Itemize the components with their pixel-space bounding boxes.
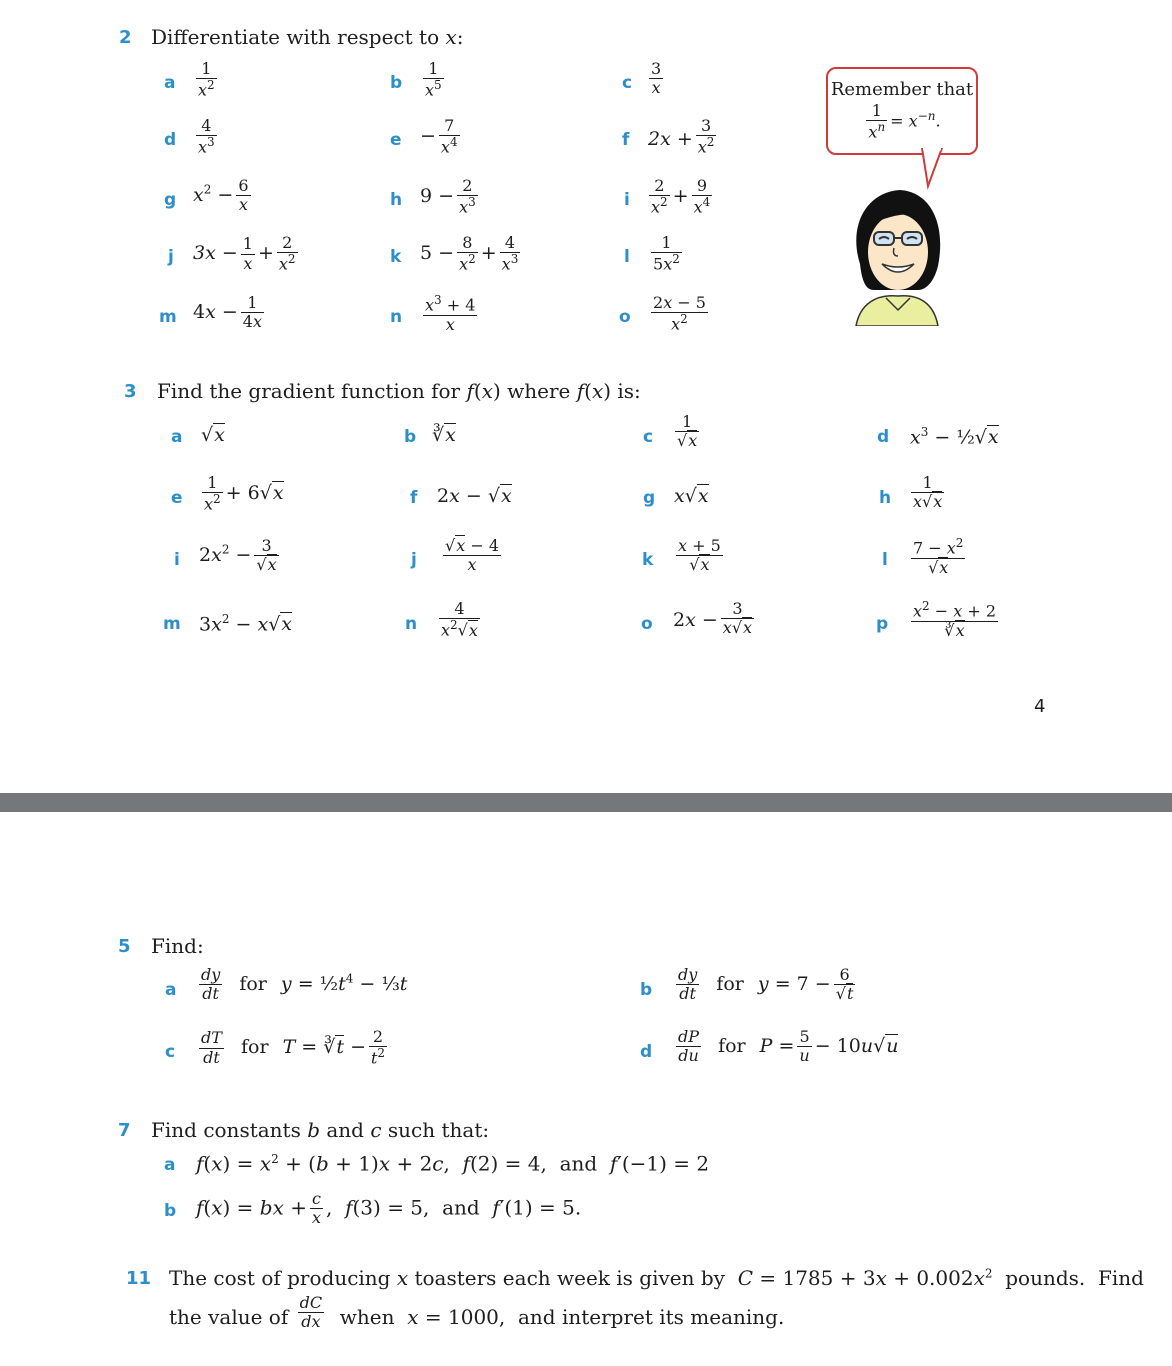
question-text: The cost of producing x toasters each week is given by $C = 1785 + 3x + 0.002x^2$ pounds. Find bbox=[169, 1266, 1144, 1290]
item-label: g bbox=[643, 488, 656, 508]
page-divider bbox=[0, 793, 1172, 812]
math-expression: $\frac{dT}{dt}$ for T = ∛t − $\frac{2}{t^2}$ bbox=[201, 1027, 386, 1068]
item-label: n bbox=[390, 307, 403, 327]
item-label: o bbox=[641, 614, 653, 634]
item-label: n bbox=[405, 614, 418, 634]
math-expression: f(x) = bx + $\frac{c}{x}$ , f(3) = 5, and f′(1) = 5. bbox=[196, 1189, 582, 1228]
math-expression: $\frac{4}{x^2√x}$ bbox=[441, 599, 478, 640]
tip-bubble bbox=[826, 67, 978, 155]
item-label: o bbox=[619, 307, 631, 327]
item-label: a bbox=[164, 1155, 176, 1175]
item-label: f bbox=[410, 488, 418, 508]
item-label: d bbox=[877, 427, 890, 447]
item-label: d bbox=[640, 1042, 653, 1062]
math-expression: $\frac{1}{x√x}$ bbox=[913, 473, 943, 512]
item-label: d bbox=[164, 130, 177, 150]
math-expression: x√x bbox=[674, 485, 709, 507]
tip-formula: $\frac{1}{x^n}$ = $x^{-n}$. bbox=[868, 101, 941, 142]
math-expression: $\frac{dP}{du}$ for P = $\frac{5}{u}$ − 10u√u bbox=[678, 1027, 899, 1066]
question-number: 2 bbox=[119, 27, 132, 48]
item-label: k bbox=[390, 247, 402, 267]
question-prompt: Find constants b and c such that: bbox=[151, 1118, 490, 1142]
item-label: c bbox=[643, 427, 654, 447]
bubble-tail bbox=[920, 148, 950, 190]
item-label: h bbox=[879, 488, 892, 508]
math-expression: 2x + $\frac{3}{x^2}$ bbox=[648, 116, 715, 157]
page-number: 4 bbox=[1034, 696, 1046, 717]
question-prompt: Find: bbox=[151, 934, 204, 958]
math-expression: $x^2$ − $\frac{6}{x}$ bbox=[193, 176, 249, 215]
item-label: b bbox=[164, 1201, 177, 1221]
item-label: m bbox=[163, 614, 181, 634]
math-expression: − $\frac{7}{x^4}$ bbox=[420, 116, 458, 157]
item-label: k bbox=[642, 550, 654, 570]
math-expression: $\frac{1}{5x^2}$ bbox=[653, 233, 680, 274]
math-expression: $\frac{dy}{dt}$ for $y = \frac{1}{2}t^4$ − ⅓t bbox=[201, 965, 408, 1004]
math-expression: $f(x) = x^2 + (b + 1)x + 2c$, f(2) = 4, and f′(−1) = 2 bbox=[196, 1151, 710, 1176]
item-label: a bbox=[165, 980, 177, 1000]
item-label: j bbox=[411, 550, 417, 570]
item-label: l bbox=[882, 550, 888, 570]
math-expression: $\frac{3}{x}$ bbox=[651, 59, 662, 98]
question-number: 3 bbox=[124, 381, 137, 402]
math-expression: 2x − $\frac{3}{x√x}$ bbox=[673, 599, 753, 638]
math-expression: $\frac{x^3 + 4}{x}$ bbox=[425, 293, 476, 334]
math-expression: √x bbox=[201, 424, 225, 446]
item-label: e bbox=[171, 488, 183, 508]
math-expression: $\frac{1}{√x}$ bbox=[677, 412, 698, 451]
math-expression: ∛x bbox=[432, 424, 456, 446]
question-prompt: Find the gradient function for f(x) where f(x) is: bbox=[157, 379, 641, 403]
item-label: l bbox=[624, 247, 630, 267]
math-expression: $2x^2$ − $\frac{3}{√x}$ bbox=[199, 536, 277, 575]
math-expression: $\frac{x^2 - x + 2}{∛x}$ bbox=[913, 599, 997, 640]
question-number: 5 bbox=[118, 936, 131, 957]
question-prompt: Differentiate with respect to x: bbox=[151, 25, 464, 49]
math-expression: $\frac{dy}{dt}$ for y = 7 − $\frac{6}{√t}$ bbox=[678, 965, 854, 1004]
item-label: b bbox=[390, 73, 403, 93]
item-label: p bbox=[876, 614, 889, 634]
item-label: b bbox=[404, 427, 417, 447]
item-label: b bbox=[640, 980, 653, 1000]
item-label: g bbox=[164, 190, 177, 210]
math-expression: 4x − $\frac{1}{4x}$ bbox=[193, 293, 262, 332]
math-expression: 5 − $\frac{8}{x^2}$ + $\frac{4}{x^3}$ bbox=[420, 233, 519, 274]
item-label: i bbox=[174, 550, 180, 570]
item-label: i bbox=[624, 190, 630, 210]
math-expression: 9 − $\frac{2}{x^3}$ bbox=[420, 176, 476, 217]
question-number: 7 bbox=[118, 1120, 131, 1141]
question-text: the value of $\frac{dC}{dx}$ when x = 1000, and interpret its meaning. bbox=[169, 1293, 785, 1332]
item-label: h bbox=[390, 190, 403, 210]
item-label: c bbox=[165, 1042, 176, 1062]
item-label: a bbox=[171, 427, 183, 447]
math-expression: $\frac{1}{x^2}$ + 6√x bbox=[204, 473, 284, 514]
math-expression: $x^3$ − ½√x bbox=[910, 425, 999, 449]
math-expression: 2x − √x bbox=[437, 485, 512, 507]
math-expression: $\frac{√x - 4}{x}$ bbox=[445, 536, 499, 575]
math-expression: 3x − $\frac{1}{x}$ + $\frac{2}{x^2}$ bbox=[193, 233, 296, 274]
item-label: j bbox=[168, 247, 174, 267]
question-number: 11 bbox=[126, 1268, 152, 1289]
math-expression: $\frac{1}{x^5}$ bbox=[425, 59, 442, 100]
math-expression: $\frac{7 - x^2}{√x}$ bbox=[913, 536, 964, 577]
math-expression: $\frac{4}{x^3}$ bbox=[198, 116, 215, 157]
math-expression: $\frac{1}{x^2}$ bbox=[198, 59, 215, 100]
teacher-cartoon-icon bbox=[846, 186, 946, 326]
item-label: f bbox=[622, 130, 630, 150]
item-label: c bbox=[622, 73, 633, 93]
item-label: e bbox=[390, 130, 402, 150]
math-expression: $\frac{x + 5}{√x}$ bbox=[678, 536, 721, 575]
item-label: a bbox=[164, 73, 176, 93]
math-expression: $\frac{2}{x^2}$ + $\frac{9}{x^4}$ bbox=[651, 176, 711, 217]
item-label: m bbox=[159, 307, 177, 327]
math-expression: $\frac{2x - 5}{x^2}$ bbox=[653, 293, 706, 334]
math-expression: $3x^2 - x√x$ bbox=[199, 612, 293, 636]
tip-heading: Remember that bbox=[830, 79, 974, 100]
